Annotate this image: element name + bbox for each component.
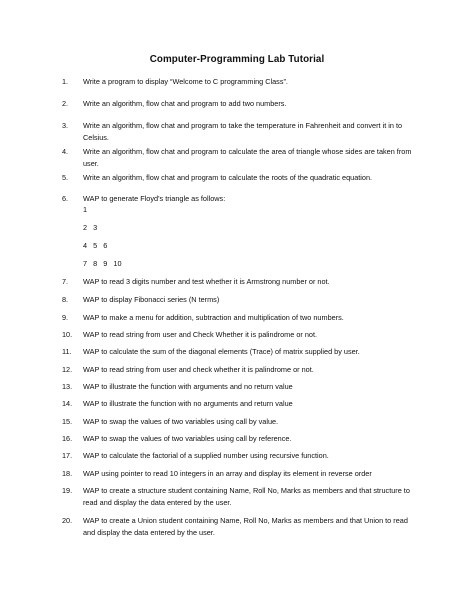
item-number: 3.	[62, 121, 69, 130]
item-number: 19.	[62, 486, 73, 495]
item-text: WAP to create a structure student containing Name, Roll No, Marks as members and that structure to read and display the data entered by the user.	[83, 486, 410, 507]
item-text: Write an algorithm, flow chat and program to calculate the roots of the quadratic equation.	[83, 173, 373, 182]
page-title: Computer-Programming Lab Tutorial	[149, 54, 325, 65]
list-item	[62, 468, 422, 480]
list-item	[62, 276, 422, 288]
list-item	[62, 485, 422, 508]
list-item	[62, 416, 422, 428]
list-item	[62, 364, 422, 376]
list-item	[62, 515, 422, 538]
item-text: WAP to calculate the sum of the diagonal elements (Trace) of matrix supplied by user.	[83, 347, 360, 356]
triangle-row: 4 5 6	[83, 241, 108, 250]
item-text: WAP to generate Floyd’s triangle as follows:	[83, 194, 226, 203]
item-number: 2.	[62, 99, 69, 108]
list-item	[62, 76, 422, 88]
item-number: 8.	[62, 295, 69, 304]
item-number: 16.	[62, 434, 73, 443]
item-number: 4.	[62, 147, 69, 156]
item-number: 7.	[62, 277, 69, 286]
list-item	[62, 433, 422, 445]
item-number: 20.	[62, 516, 73, 525]
item-text: WAP to calculate the factorial of a supplied number using recursive function.	[83, 451, 329, 460]
item-text: WAP to read string from user and Check Whether it is palindrome or not.	[83, 330, 318, 339]
list-item	[62, 172, 422, 184]
item-text: WAP to read 3 digits number and test whether it is Armstrong number or not.	[83, 277, 330, 286]
list-item	[62, 450, 422, 462]
item-number: 14.	[62, 399, 73, 408]
triangle-row: 1	[83, 205, 88, 214]
list-item	[62, 329, 422, 341]
item-number: 17.	[62, 451, 73, 460]
item-text: WAP using pointer to read 10 integers in an array and display its element in reverse order	[83, 469, 372, 478]
item-text: WAP to display Fibonacci series (N terms)	[83, 295, 220, 304]
item-number: 1.	[62, 77, 69, 86]
list-item	[62, 146, 422, 169]
list-item	[62, 312, 422, 324]
list-item	[62, 346, 422, 358]
item-number: 13.	[62, 382, 73, 391]
list-item	[62, 193, 422, 205]
item-number: 5.	[62, 173, 69, 182]
item-text: WAP to swap the values of two variables using call by reference.	[83, 434, 292, 443]
list-item	[62, 294, 422, 306]
item-text: WAP to swap the values of two variables using call by value.	[83, 417, 279, 426]
item-number: 9.	[62, 313, 69, 322]
item-text: Write an algorithm, flow chat and program to calculate the area of triangle whose sides are taken from user.	[83, 147, 412, 168]
item-number: 6.	[62, 194, 69, 203]
triangle-row: 7 8 9 10	[83, 259, 122, 268]
list-item	[62, 98, 422, 110]
item-text: Write a program to display “Welcome to C programming Class”.	[83, 77, 288, 86]
item-number: 15.	[62, 417, 73, 426]
triangle-row: 2 3	[83, 223, 98, 232]
item-text: Write an algorithm, flow chat and program to take the temperature in Fahrenheit and convert it in to Celsius.	[83, 121, 403, 142]
item-text: WAP to create a Union student containing Name, Roll No, Marks as members and that Union to read and display the data entered by the user.	[83, 516, 408, 537]
list-item	[62, 381, 422, 393]
item-text: WAP to illustrate the function with arguments and no return value	[83, 382, 293, 391]
item-text: WAP to make a menu for addition, subtraction and multiplication of two numbers.	[83, 313, 344, 322]
item-text: WAP to illustrate the function with no arguments and return value	[83, 399, 293, 408]
item-number: 11.	[62, 347, 72, 356]
list-item	[62, 120, 422, 143]
item-number: 12.	[62, 365, 73, 374]
item-number: 10.	[62, 330, 73, 339]
item-text: WAP to read string from user and check whether it is palindrome or not.	[83, 365, 314, 374]
item-text: Write an algorithm, flow chat and program to add two numbers.	[83, 99, 287, 108]
item-number: 18.	[62, 469, 73, 478]
list-item	[62, 398, 422, 410]
